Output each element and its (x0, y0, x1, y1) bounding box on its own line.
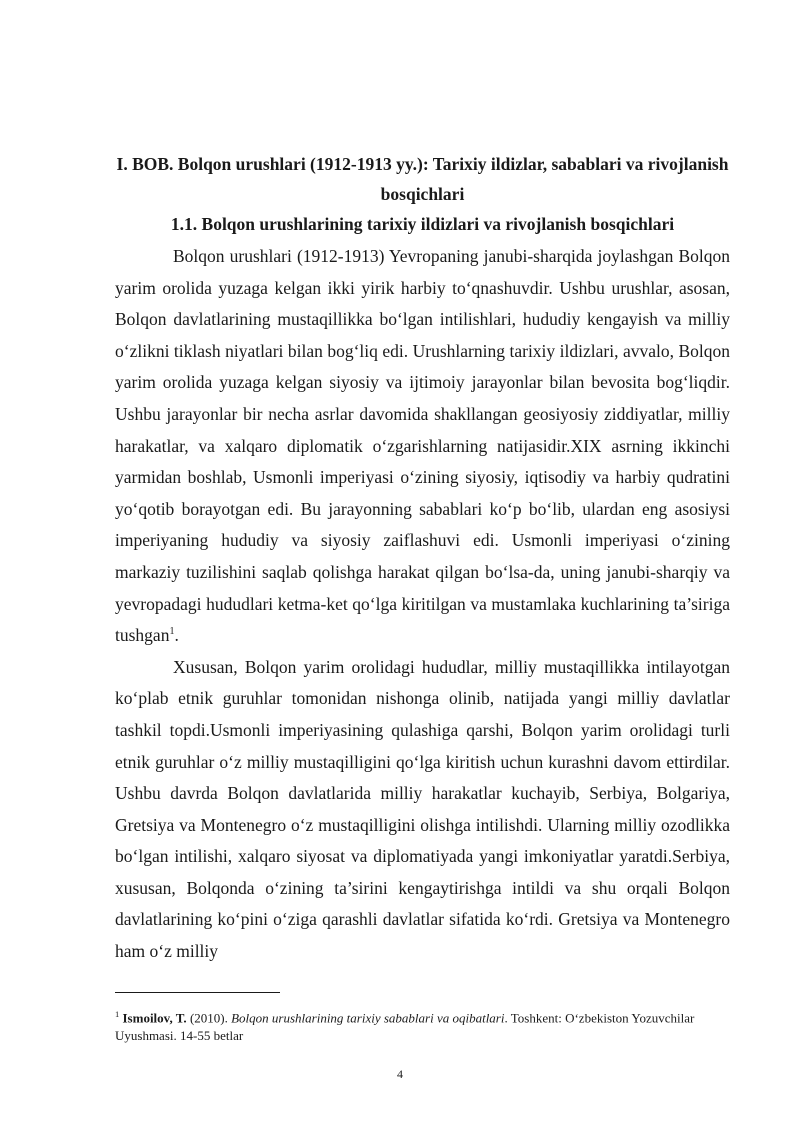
paragraph-1-end: . (174, 625, 179, 646)
footnote-work-title: Bolqon urushlarining tarixiy sabablari va oqibatlari (231, 1010, 505, 1026)
section-title: 1.1. Bolqon urushlarining tarixiy ildizlari va rivojlanish bosqichlari (170, 214, 675, 234)
footnote-number: 1 (115, 1009, 120, 1019)
paragraph-2-text: Xususan, Bolqon yarim orolidagi hududlar, milliy mustaqillikka intilayotgan ko‘plab etnik guruhlar tomonidan nishonga olinib, natijada yangi milliy davlatlar tashkil topdi.Usmonli imperiyasining qulashiga qarshi, Bolqon yarim orolidagi turli etnik guruhlar o‘z milliy mustaqilligini qo‘lga kiritish uchun kurashni davom ettirdilar. Ushbu davrda Bolqon davlatlarida milliy harakatlar kuchayib, Serbiya, Bolgariya, Gretsiya va Montenegro o‘z mustaqilligini olishga intilishdi. Ularning milliy ozodlikka bo‘lgan intilishi, xalqaro siyosat va diplomatiyada yangi imkoniyatlar yaratdi.Serbiya, xususan, Bolqonda o‘zining ta’sirini kengaytirishga intildi va shu orqali Bolqon davlatlarining ko‘pini o‘ziga qarashli davlatlar sifatida ko‘rdi. Gretsiya va Montenegro ham o‘z milliy (115, 656, 730, 962)
footnote-reference[interactable]: 1 (169, 626, 175, 638)
footnote-year: (2010). (186, 1010, 232, 1026)
footnote (115, 1005, 730, 1045)
footnote-author: Ismoilov, T. (122, 1010, 187, 1026)
page-number: 4 (397, 1067, 403, 1081)
footnote-publisher: . Toshkent: O‘zbekiston Yozuvchilar Uyushmasi. 14-55 betlar (115, 1010, 695, 1044)
chapter-title: I. BOB. Bolqon urushlari (1912-1913 yy.): Tarixiy ildizlar, sabablari va rivojlanish bosqichlari (116, 154, 729, 204)
footnote-separator (115, 992, 280, 993)
paragraph-1-text: Bolqon urushlari (1912-1913) Yevropaning janubi-sharqida joylashgan Bolqon yarim orolida yuzaga kelgan ikki yirik harbiy to‘qnashuvdir. Ushbu urushlar, asosan, Bolqon davlatlarining mustaqillikka bo‘lgan intilishlari, hududiy kengayish va milliy o‘zlikni tiklash niyatlari bilan bog‘liq edi. Urushlarning tarixiy ildizlari, avvalo, Bolqon yarim orolida yuzaga kelgan siyosiy va ijtimoiy jarayonlar bilan bevosita bog‘liqdir. Ushbu jarayonlar bir necha asrlar davomida shakllangan geosiyosiy ziddiyatlar, milliy harakatlar, va xalqaro diplomatik o‘zgarishlarning natijasidir.XIX asrning ikkinchi yarmidan boshlab, Usmonli imperiyasi o‘zining siyosiy, iqtisodiy va harbiy qudratini yo‘qotib borayotgan edi. Bu jarayonning sabablari ko‘p bo‘lib, ulardan eng asosiysi imperiyaning hududiy va siyosiy zaiflashuvi edi. Usmonli imperiyasi o‘zining markaziy tuzilishini saqlab qolishga harakat qilgan bo‘lsa-da, uning janubi-sharqiy va yevropadagi hududlari ketma-ket qo‘lga kiritilgan va mustamlaka kuchlarining ta’siriga tushgan (115, 246, 730, 646)
paragraph (115, 652, 730, 968)
paragraph (115, 241, 730, 652)
page-body (115, 149, 730, 968)
